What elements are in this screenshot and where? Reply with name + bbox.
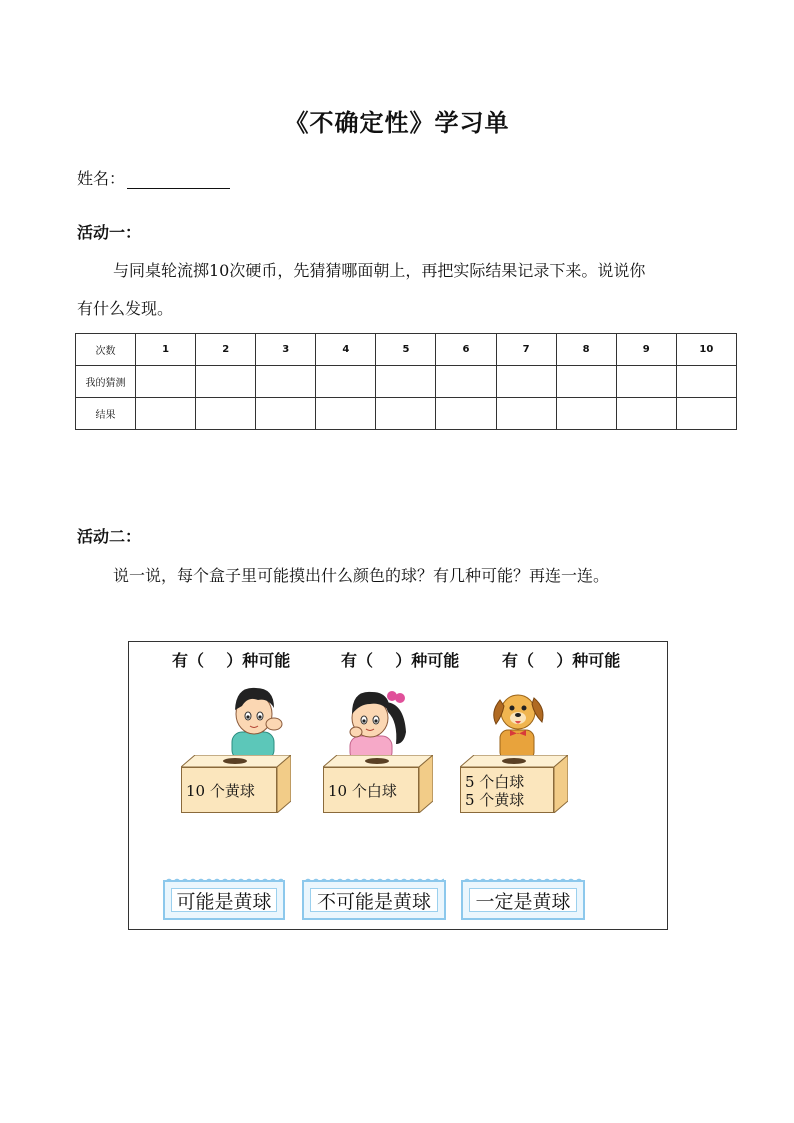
guess-cell[interactable] bbox=[316, 366, 376, 398]
result-cell[interactable] bbox=[436, 398, 496, 430]
guess-cell[interactable] bbox=[136, 366, 196, 398]
header-cell: 1 bbox=[136, 334, 196, 366]
boy-figure bbox=[222, 680, 292, 760]
answer-tag-2-label: 不可能是黄球 bbox=[310, 888, 438, 912]
guess-cell[interactable] bbox=[376, 366, 436, 398]
guess-cell[interactable] bbox=[436, 366, 496, 398]
name-blank-line[interactable] bbox=[127, 170, 230, 189]
possibility-prompt-3: 有（ ）种可能 bbox=[502, 651, 621, 670]
box-3 bbox=[460, 767, 554, 813]
answer-tag-1[interactable] bbox=[163, 880, 285, 920]
table-row-guess bbox=[76, 366, 737, 398]
header-cell: 4 bbox=[316, 334, 376, 366]
result-cell[interactable] bbox=[136, 398, 196, 430]
header-cell: 10 bbox=[676, 334, 736, 366]
girl-figure bbox=[340, 682, 416, 762]
box-1 bbox=[181, 767, 277, 813]
dog-figure bbox=[488, 686, 548, 760]
answer-tag-1-label: 可能是黄球 bbox=[171, 888, 277, 912]
activity1-text-line1: 与同桌轮流掷10次硬币，先猜猜哪面朝上，再把实际结果记录下来。说说你 bbox=[113, 261, 646, 280]
box-3-label-line1: 5 个白球 bbox=[465, 773, 525, 791]
header-cell: 9 bbox=[616, 334, 676, 366]
result-cell[interactable] bbox=[376, 398, 436, 430]
box-2-label: 10 个白球 bbox=[328, 782, 397, 800]
name-field-row bbox=[77, 166, 230, 189]
result-cell[interactable] bbox=[496, 398, 556, 430]
header-cell-label: 次数 bbox=[76, 334, 136, 366]
coin-record-table bbox=[75, 333, 737, 430]
guess-cell[interactable] bbox=[676, 366, 736, 398]
table-header-row bbox=[76, 334, 737, 366]
answer-tag-3-label: 一定是黄球 bbox=[469, 888, 577, 912]
guess-cell[interactable] bbox=[616, 366, 676, 398]
header-cell: 7 bbox=[496, 334, 556, 366]
answer-tag-3[interactable] bbox=[461, 880, 585, 920]
row-label-guess: 我的猜测 bbox=[76, 366, 136, 398]
header-cell: 8 bbox=[556, 334, 616, 366]
guess-cell[interactable] bbox=[256, 366, 316, 398]
header-cell: 2 bbox=[196, 334, 256, 366]
possibility-prompt-1: 有（ ）种可能 bbox=[172, 651, 291, 670]
result-cell[interactable] bbox=[616, 398, 676, 430]
activity1-text-line2: 有什么发现。 bbox=[77, 299, 174, 318]
header-cell: 6 bbox=[436, 334, 496, 366]
activity1-text bbox=[77, 252, 747, 328]
box-1-label: 10 个黄球 bbox=[186, 782, 255, 800]
possibility-prompt-2: 有（ ）种可能 bbox=[341, 651, 460, 670]
header-cell: 3 bbox=[256, 334, 316, 366]
header-cell: 5 bbox=[376, 334, 436, 366]
result-cell[interactable] bbox=[676, 398, 736, 430]
result-cell[interactable] bbox=[556, 398, 616, 430]
activity2-heading: 活动二： bbox=[77, 527, 142, 546]
result-cell[interactable] bbox=[256, 398, 316, 430]
page-title: 《不确定性》学习单 bbox=[284, 109, 510, 137]
result-cell[interactable] bbox=[316, 398, 376, 430]
guess-cell[interactable] bbox=[496, 366, 556, 398]
activity2-text: 说一说，每个盒子里可能摸出什么颜色的球？有几种可能？再连一连。 bbox=[113, 566, 610, 585]
box-2 bbox=[323, 767, 419, 813]
activity1-heading: 活动一： bbox=[77, 223, 142, 242]
row-label-result: 结果 bbox=[76, 398, 136, 430]
guess-cell[interactable] bbox=[556, 366, 616, 398]
name-label: 姓名： bbox=[77, 169, 126, 188]
result-cell[interactable] bbox=[196, 398, 256, 430]
guess-cell[interactable] bbox=[196, 366, 256, 398]
box-3-label-line2: 5 个黄球 bbox=[465, 791, 525, 809]
answer-tag-2[interactable] bbox=[302, 880, 446, 920]
table-row-result bbox=[76, 398, 737, 430]
